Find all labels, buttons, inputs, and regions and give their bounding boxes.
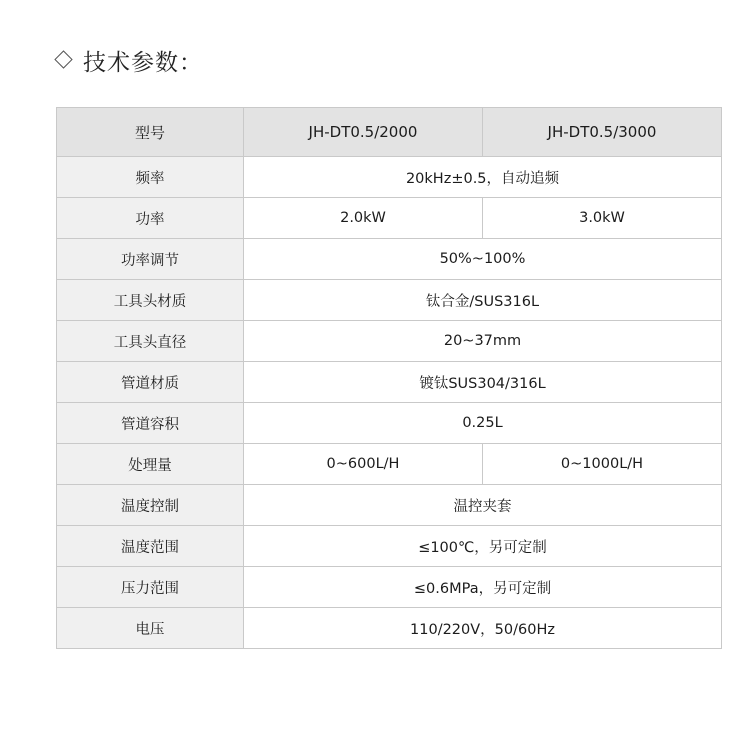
row-label: 工具头材质 bbox=[57, 280, 244, 321]
row-value: ≤100℃，另可定制 bbox=[244, 526, 722, 567]
row-value: 20kHz±0.5，自动追频 bbox=[244, 157, 722, 198]
row-label: 功率调节 bbox=[57, 239, 244, 280]
row-label: 管道材质 bbox=[57, 362, 244, 403]
table-row bbox=[57, 526, 722, 567]
row-label: 频率 bbox=[57, 157, 244, 198]
row-label: 电压 bbox=[57, 608, 244, 649]
row-label: 温度范围 bbox=[57, 526, 244, 567]
table-header-row bbox=[57, 108, 722, 157]
table-row bbox=[57, 280, 722, 321]
table-row bbox=[57, 403, 722, 444]
row-value: 温控夹套 bbox=[244, 485, 722, 526]
row-value: 50%~100% bbox=[244, 239, 722, 280]
row-label: 管道容积 bbox=[57, 403, 244, 444]
row-value: 钛合金/SUS316L bbox=[244, 280, 722, 321]
row-value-2: 0~1000L/H bbox=[483, 444, 722, 485]
table-row bbox=[57, 608, 722, 649]
spec-table-body bbox=[57, 108, 722, 649]
row-label: 工具头直径 bbox=[57, 321, 244, 362]
table-row bbox=[57, 157, 722, 198]
row-label: 温度控制 bbox=[57, 485, 244, 526]
table-row bbox=[57, 321, 722, 362]
page-title: 技术参数： bbox=[83, 50, 203, 76]
table-row bbox=[57, 198, 722, 239]
row-label: 功率 bbox=[57, 198, 244, 239]
row-label: 压力范围 bbox=[57, 567, 244, 608]
spec-table bbox=[56, 107, 722, 649]
table-row bbox=[57, 444, 722, 485]
section-title bbox=[56, 44, 203, 77]
header-model-2: JH-DT0.5/3000 bbox=[483, 108, 722, 157]
row-value: 镀钛SUS304/316L bbox=[244, 362, 722, 403]
row-value: 20~37mm bbox=[244, 321, 722, 362]
row-value: 110/220V，50/60Hz bbox=[244, 608, 722, 649]
table-row bbox=[57, 239, 722, 280]
row-value-1: 2.0kW bbox=[244, 198, 483, 239]
diamond-icon bbox=[56, 52, 73, 69]
header-label: 型号 bbox=[57, 108, 244, 157]
row-value: ≤0.6MPa，另可定制 bbox=[244, 567, 722, 608]
table-row bbox=[57, 485, 722, 526]
row-value: 0.25L bbox=[244, 403, 722, 444]
table-row bbox=[57, 567, 722, 608]
row-value-2: 3.0kW bbox=[483, 198, 722, 239]
row-value-1: 0~600L/H bbox=[244, 444, 483, 485]
header-model-1: JH-DT0.5/2000 bbox=[244, 108, 483, 157]
row-label: 处理量 bbox=[57, 444, 244, 485]
table-row bbox=[57, 362, 722, 403]
